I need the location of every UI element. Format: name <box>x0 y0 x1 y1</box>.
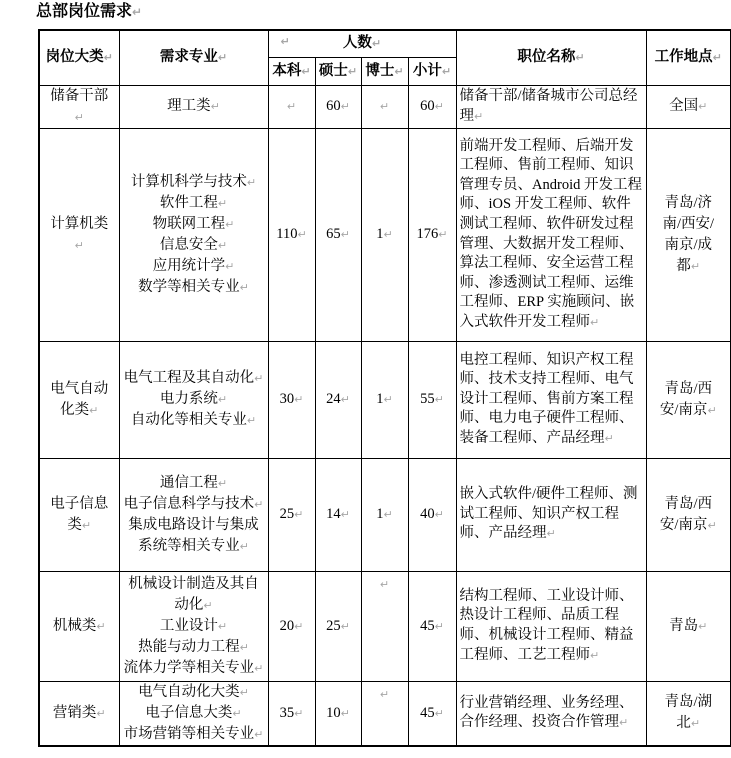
master-count-cell: 60↵ <box>315 85 361 128</box>
paragraph-mark-icon: ↵ <box>340 619 350 633</box>
bachelor-count-cell <box>268 85 315 128</box>
subtotal-count-cell: 60↵ <box>408 85 456 128</box>
col-header-headcount-label: 人数 <box>342 35 372 52</box>
major-line: 热能与动力工程↵ <box>138 638 249 655</box>
majors-cell <box>119 458 268 571</box>
paragraph-mark-icon: ↵ <box>297 228 307 241</box>
location-cell: 青岛/西安/南京↵ <box>646 341 731 458</box>
majors-cell <box>119 128 268 341</box>
paragraph-mark-icon: ↵ <box>340 706 350 720</box>
majors-cell <box>119 571 268 681</box>
paragraph-mark-icon: ↵ <box>379 577 390 591</box>
paragraph-mark-icon: ↵ <box>441 64 452 78</box>
paragraph-mark-icon: ↵ <box>217 238 228 252</box>
location-cell: 青岛/湖北↵ <box>646 681 731 746</box>
bachelor-count-cell: 25↵ <box>268 458 315 571</box>
paragraph-mark-icon: ↵ <box>434 100 444 113</box>
major-line: 电力系统↵ <box>159 391 228 407</box>
paragraph-mark-icon: ↵ <box>96 706 106 720</box>
paragraph-mark-icon: ↵ <box>340 100 350 113</box>
doctor-count-cell: 1↵ <box>361 458 408 571</box>
page-title <box>36 2 142 22</box>
paragraph-mark-icon: ↵ <box>379 687 390 701</box>
paragraph-mark-icon: ↵ <box>294 393 304 406</box>
subtotal-count-cell: 45↵ <box>408 571 456 681</box>
bachelor-count-cell: 20↵ <box>268 571 315 681</box>
paragraph-mark-icon: ↵ <box>254 497 264 511</box>
headcount-table <box>38 29 731 747</box>
paragraph-mark-icon: ↵ <box>225 217 235 231</box>
paragraph-mark-icon: ↵ <box>394 64 404 78</box>
paragraph-mark-icon: ↵ <box>103 51 113 65</box>
major-line: 计算机科学与技术↵ <box>130 173 257 190</box>
paragraph-mark-icon: ↵ <box>239 280 249 294</box>
subtotal-count-cell: 176↵ <box>408 128 456 341</box>
major-line: 理工类↵ <box>167 98 220 114</box>
col-header-location-label: 工作地点 <box>654 49 713 66</box>
paragraph-mark-icon: ↵ <box>383 228 393 241</box>
major-line: 电气自动化大类↵ <box>138 683 249 700</box>
paragraph-mark-icon: ↵ <box>590 315 600 329</box>
positions-cell: 结构工程师、工业设计师、热设计工程师、品质工程师、机械设计工程师、精益工程师、工艺工程师↵ <box>456 571 646 681</box>
paragraph-mark-icon: ↵ <box>690 259 701 273</box>
col-header-master <box>315 57 361 85</box>
paragraph-mark-icon: ↵ <box>434 393 444 406</box>
paragraph-mark-icon: ↵ <box>294 706 304 720</box>
master-count-cell: 25↵ <box>315 571 361 681</box>
category-cell: 储备干部↵ <box>39 85 119 128</box>
bachelor-count-cell: 35↵ <box>268 681 315 746</box>
col-header-subtotal <box>408 57 456 85</box>
col-header-major-label: 需求专业 <box>159 49 218 66</box>
col-header-doctor <box>361 57 408 85</box>
paragraph-mark-icon: ↵ <box>217 196 228 210</box>
master-count-cell: 10↵ <box>315 681 361 746</box>
paragraph-mark-icon: ↵ <box>438 228 448 241</box>
paragraph-mark-icon: ↵ <box>210 100 220 113</box>
category-cell: 电子信息类↵ <box>39 458 119 571</box>
table-row <box>39 128 731 341</box>
positions-cell: 储备干部/储备城市公司总经理↵ <box>456 85 646 128</box>
paragraph-mark-icon: ↵ <box>294 508 304 521</box>
major-line: 数学等相关专业↵ <box>138 278 249 295</box>
col-header-position-label: 职位名称 <box>517 49 576 66</box>
majors-cell <box>119 85 268 128</box>
paragraph-mark-icon: ↵ <box>434 619 444 633</box>
paragraph-mark-icon: ↵ <box>340 228 350 241</box>
doctor-count-cell: 1↵ <box>361 128 408 341</box>
paragraph-mark-icon: ↵ <box>89 403 99 417</box>
col-header-bachelor-label: 本科 <box>272 62 302 79</box>
doctor-count-cell <box>361 85 408 128</box>
paragraph-mark-icon: ↵ <box>347 64 358 78</box>
paragraph-mark-icon: ↵ <box>132 5 143 19</box>
subtotal-count-cell: 55↵ <box>408 341 456 458</box>
paragraph-mark-icon: ↵ <box>619 716 629 730</box>
paragraph-mark-icon: ↵ <box>232 706 242 720</box>
page-title-text: 总部岗位需求 <box>36 3 133 20</box>
doctor-count-cell <box>361 571 408 681</box>
major-line: 应用统计学↵ <box>152 257 235 274</box>
major-line: 电气工程及其自动化↵ <box>123 370 264 386</box>
paragraph-mark-icon: ↵ <box>217 476 228 490</box>
paragraph-mark-icon: ↵ <box>474 109 484 123</box>
doctor-count-cell <box>361 681 408 746</box>
paragraph-mark-icon: ↵ <box>246 414 257 427</box>
location-cell: 青岛↵ <box>646 571 731 681</box>
paragraph-mark-icon: ↵ <box>707 403 717 417</box>
paragraph-mark-icon: ↵ <box>254 372 264 385</box>
paragraph-mark-icon: ↵ <box>96 619 106 633</box>
paragraph-mark-icon: ↵ <box>225 259 235 273</box>
majors-cell <box>119 341 268 458</box>
major-line: 集成电路设计与集成系统等相关专业↵ <box>128 516 259 554</box>
paragraph-mark-icon: ↵ <box>379 100 390 113</box>
location-cell: 青岛/西安/南京↵ <box>646 458 731 571</box>
majors-cell <box>119 681 268 746</box>
paragraph-mark-icon: ↵ <box>301 64 311 78</box>
paragraph-mark-icon: ↵ <box>294 619 304 633</box>
paragraph-mark-icon: ↵ <box>712 51 722 65</box>
major-line: 电子信息大类↵ <box>145 704 242 721</box>
major-line: 流体力学等相关专业↵ <box>123 659 264 676</box>
major-line: 自动化等相关专业↵ <box>130 412 257 428</box>
positions-cell: 行业营销经理、业务经理、合作经理、投资合作管理↵ <box>456 681 646 746</box>
bachelor-count-cell: 30↵ <box>268 341 315 458</box>
paragraph-mark-icon: ↵ <box>698 100 708 113</box>
paragraph-mark-icon: ↵ <box>575 51 585 65</box>
doctor-count-cell: 1↵ <box>361 341 408 458</box>
col-header-headcount <box>268 30 456 57</box>
col-header-bachelor <box>268 57 315 85</box>
col-header-doctor-label: 博士 <box>365 62 395 79</box>
paragraph-mark-icon: ↵ <box>239 640 249 654</box>
col-header-category-label: 岗位大类 <box>45 49 104 66</box>
master-count-cell: 14↵ <box>315 458 361 571</box>
major-line: 工业设计↵ <box>159 617 228 634</box>
paragraph-mark-icon: ↵ <box>340 508 350 521</box>
col-header-master-label: 硕士 <box>318 62 348 79</box>
paragraph-mark-icon: ↵ <box>707 518 717 532</box>
paragraph-mark-icon: ↵ <box>604 431 614 445</box>
col-header-position <box>456 30 646 85</box>
major-line: 机械设计制造及其自动化↵ <box>128 575 259 613</box>
table-body <box>39 85 731 746</box>
paragraph-mark-icon: ↵ <box>340 393 350 406</box>
category-cell: 营销类↵ <box>39 681 119 746</box>
major-line: 软件工程↵ <box>159 194 228 211</box>
paragraph-mark-icon: ↵ <box>698 619 708 633</box>
paragraph-mark-icon: ↵ <box>81 518 92 532</box>
paragraph-mark-icon: ↵ <box>239 539 249 553</box>
paragraph-mark-icon: ↵ <box>546 527 556 541</box>
paragraph-mark-icon: ↵ <box>286 100 297 113</box>
paragraph-mark-icon: ↵ <box>203 598 213 612</box>
table-row <box>39 458 731 571</box>
major-line: 物联网工程↵ <box>152 215 235 232</box>
major-line: 市场营销等相关专业↵ <box>123 725 264 742</box>
subtotal-count-cell: 45↵ <box>408 681 456 746</box>
major-line: 通信工程↵ <box>159 474 228 491</box>
paragraph-mark-icon: ↵ <box>590 648 600 662</box>
paragraph-mark-icon: ↵ <box>434 706 444 720</box>
bachelor-count-cell: 110↵ <box>268 128 315 341</box>
paragraph-mark-icon: ↵ <box>217 393 228 406</box>
table-row <box>39 571 731 681</box>
location-cell: 全国↵ <box>646 85 731 128</box>
table-header <box>39 30 731 85</box>
paragraph-mark-icon: ↵ <box>254 727 264 741</box>
table-row <box>39 85 731 128</box>
paragraph-mark-icon: ↵ <box>74 238 84 252</box>
major-line: 电子信息科学与技术↵ <box>123 495 264 512</box>
col-header-category <box>39 30 119 85</box>
paragraph-mark-icon: ↵ <box>74 110 84 124</box>
paragraph-mark-icon: ↵ <box>254 661 264 675</box>
master-count-cell: 24↵ <box>315 341 361 458</box>
category-cell: 机械类↵ <box>39 571 119 681</box>
location-cell: 青岛/济南/西安/南京/成都↵ <box>646 128 731 341</box>
paragraph-mark-icon: ↵ <box>371 37 382 51</box>
paragraph-mark-icon: ↵ <box>690 717 701 731</box>
paragraph-mark-icon: ↵ <box>246 175 257 189</box>
table-row <box>39 341 731 458</box>
paragraph-mark-icon: ↵ <box>239 685 249 699</box>
col-header-subtotal-label: 小计 <box>412 62 442 79</box>
paragraph-mark-icon: ↵ <box>434 508 444 521</box>
paragraph-mark-icon: ↵ <box>383 393 393 406</box>
subtotal-count-cell: 40↵ <box>408 458 456 571</box>
positions-cell: 电控工程师、知识产权工程师、技术支持工程师、电气设计工程师、售前方案工程师、电力电子硬件工程师、装备工程师、产品经理↵ <box>456 341 646 458</box>
col-header-location <box>646 30 731 85</box>
table-row <box>39 681 731 746</box>
col-header-major <box>119 30 268 85</box>
paragraph-mark-icon: ↵ <box>217 619 228 633</box>
major-line: 信息安全↵ <box>159 236 228 253</box>
master-count-cell: 65↵ <box>315 128 361 341</box>
paragraph-mark-icon: ↵ <box>217 51 228 65</box>
paragraph-mark-icon: ↵ <box>383 508 393 521</box>
positions-cell: 前端开发工程师、后端开发工程师、售前工程师、知识管理专员、Android 开发工程师、iOS 开发工程师、软件测试工程师、软件研发过程管理、大数据开发工程师、算法工程师、安全运营工程师、渗透测试工程师、运维工程师、ERP 实施顾问、嵌入式软件开发工程师↵ <box>456 128 646 341</box>
category-cell: 计算机类↵ <box>39 128 119 341</box>
category-cell: 电气自动化类↵ <box>39 341 119 458</box>
header-row-top <box>39 30 731 57</box>
paragraph-mark-icon: ↵ <box>280 35 290 48</box>
positions-cell: 嵌入式软件/硬件工程师、测试工程师、知识产权工程师、产品经理↵ <box>456 458 646 571</box>
